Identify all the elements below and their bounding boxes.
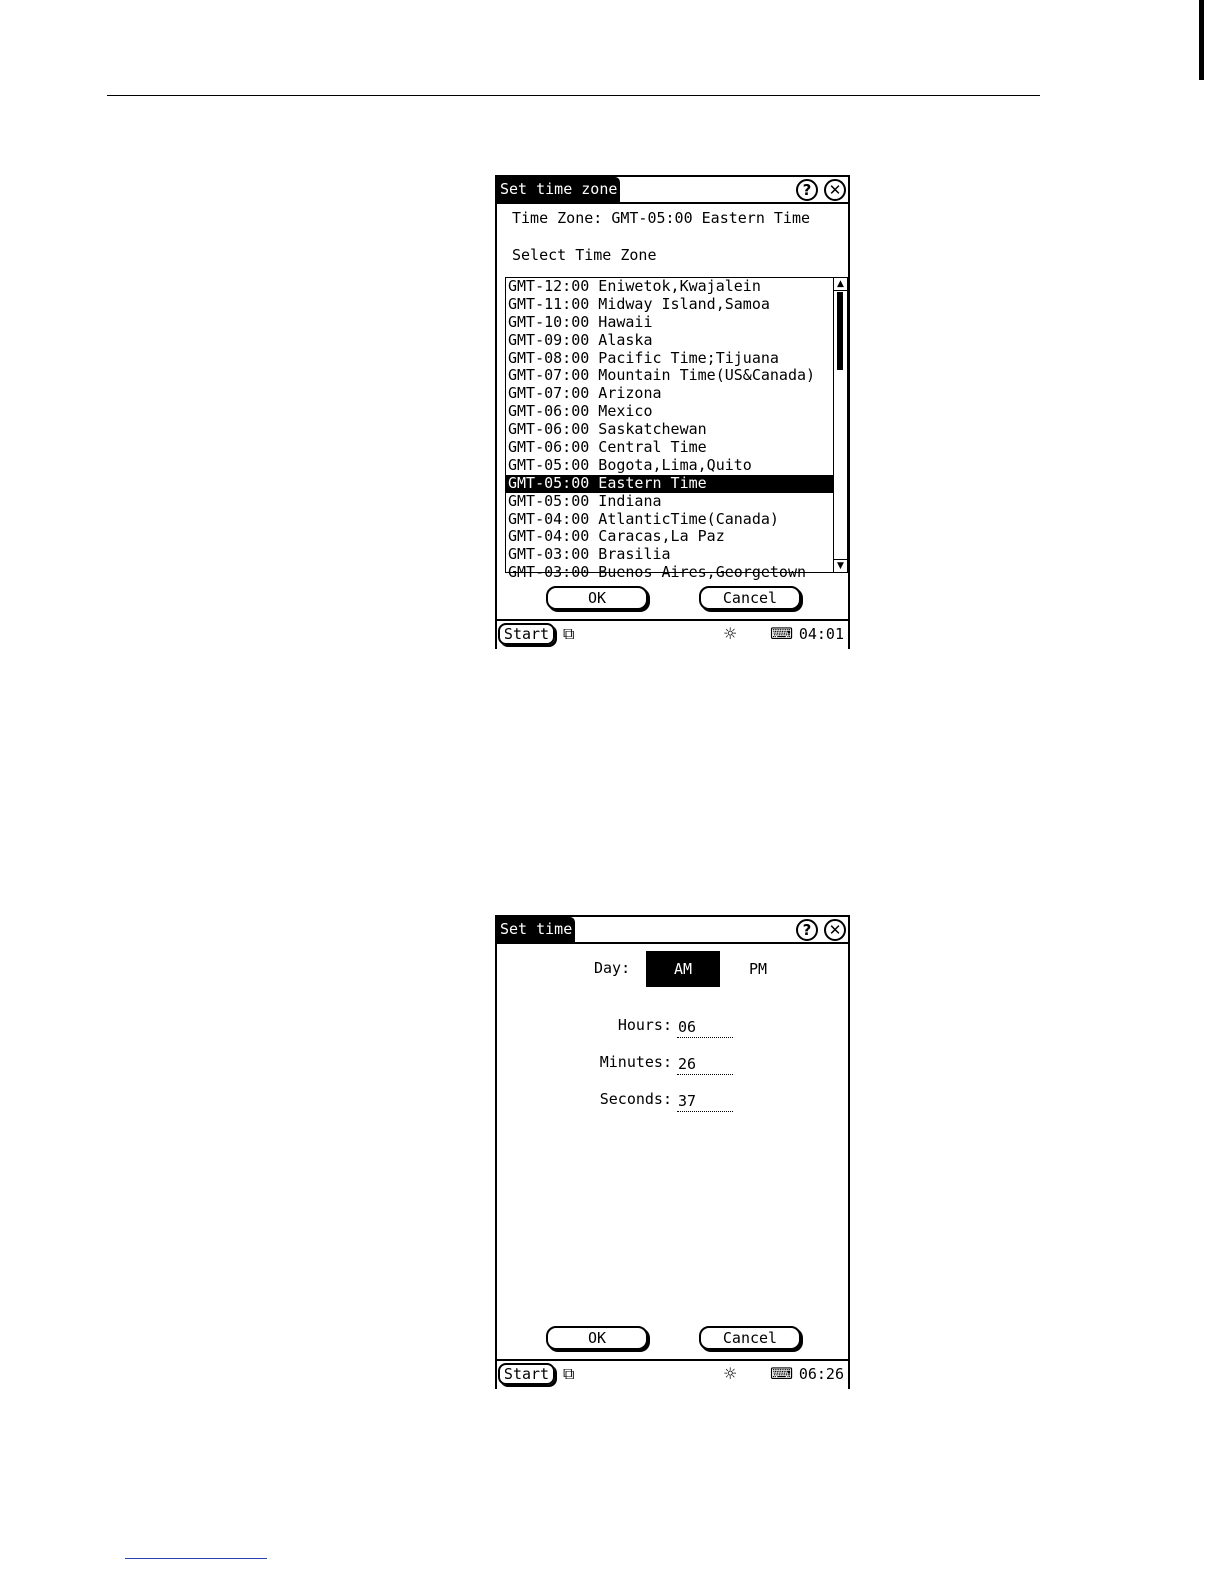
task-switch-icon[interactable]: ⧉ <box>563 624 575 643</box>
time-zone-list-item[interactable]: GMT-12:00 Eniwetok,Kwajalein <box>508 277 761 295</box>
taskbar <box>497 619 848 649</box>
time-zone-list-item[interactable]: GMT-08:00 Pacific Time;Tijuana <box>508 348 779 367</box>
current-time-zone-label: Time Zone: GMT-05:00 Eastern Time <box>512 209 811 227</box>
time-zone-listbox[interactable] <box>505 277 848 582</box>
seconds-label: Seconds: <box>599 1090 672 1108</box>
set-time-window <box>495 915 850 1389</box>
brightness-icon[interactable]: ☼ <box>723 1364 738 1383</box>
time-zone-list-item[interactable]: GMT-05:00 Bogota,Lima,Quito <box>508 455 752 474</box>
time-zone-list-item[interactable]: GMT-06:00 Mexico <box>508 402 653 421</box>
keyboard-icon[interactable]: ⌨ <box>770 1364 794 1383</box>
page-edge-tab <box>1199 0 1204 80</box>
day-label: Day: <box>594 959 631 977</box>
title-bar <box>497 177 848 204</box>
minutes-field[interactable]: 26 <box>677 1053 733 1075</box>
hours-label: Hours: <box>617 1016 672 1034</box>
time-zone-list <box>506 278 834 582</box>
scroll-thumb[interactable] <box>837 292 843 370</box>
time-zone-list-item[interactable]: GMT-04:00 AtlanticTime(Canada) <box>508 509 779 528</box>
brightness-icon[interactable]: ☼ <box>723 624 738 643</box>
task-switch-icon[interactable]: ⧉ <box>563 1364 575 1383</box>
ok-button[interactable]: OK <box>546 586 648 610</box>
time-zone-list-item[interactable]: GMT-03:00 Buenos Aires,Georgetown <box>508 563 807 582</box>
time-zone-list-item[interactable]: GMT-07:00 Mountain Time(US&Canada) <box>508 366 816 385</box>
window-title: Set time <box>497 917 575 942</box>
list-scrollbar[interactable] <box>833 278 847 572</box>
time-zone-list-item[interactable]: GMT-06:00 Saskatchewan <box>508 420 707 439</box>
set-time-zone-window <box>495 175 850 649</box>
pm-toggle[interactable]: PM <box>748 960 768 978</box>
select-time-zone-label: Select Time Zone <box>512 246 657 264</box>
am-toggle[interactable]: AM <box>646 951 720 987</box>
taskbar-clock: 06:26 <box>798 1365 844 1383</box>
scroll-down-arrow-icon[interactable]: ▼ <box>834 559 847 572</box>
close-icon[interactable]: ✕ <box>824 179 846 201</box>
window-title: Set time zone <box>497 177 620 202</box>
hours-field[interactable]: 06 <box>677 1016 733 1038</box>
time-zone-list-item[interactable]: GMT-11:00 Midway Island,Samoa <box>508 294 770 313</box>
time-zone-list-item[interactable]: GMT-05:00 Eastern Time <box>506 475 834 493</box>
time-zone-list-item[interactable]: GMT-09:00 Alaska <box>508 330 653 349</box>
seconds-field[interactable]: 37 <box>677 1090 733 1112</box>
time-zone-list-item[interactable]: GMT-10:00 Hawaii <box>508 312 653 331</box>
taskbar-clock: 04:01 <box>798 625 844 643</box>
footer-link-underline <box>125 1558 267 1559</box>
time-zone-list-item[interactable]: GMT-05:00 Indiana <box>508 491 662 510</box>
time-zone-list-item[interactable]: GMT-06:00 Central Time <box>508 438 707 457</box>
time-zone-list-item[interactable]: GMT-04:00 Caracas,La Paz <box>508 527 725 546</box>
title-bar <box>497 917 848 944</box>
start-button[interactable]: Start <box>498 1363 555 1385</box>
time-zone-list-item[interactable]: GMT-03:00 Brasilia <box>508 545 671 564</box>
cancel-button[interactable]: Cancel <box>699 586 801 610</box>
ok-button[interactable]: OK <box>546 1326 648 1350</box>
time-zone-list-item[interactable]: GMT-07:00 Arizona <box>508 384 662 403</box>
close-icon[interactable]: ✕ <box>824 919 846 941</box>
start-button[interactable]: Start <box>498 623 555 645</box>
cancel-button[interactable]: Cancel <box>699 1326 801 1350</box>
scroll-up-arrow-icon[interactable]: ▲ <box>834 278 847 291</box>
help-icon[interactable]: ? <box>796 179 818 201</box>
page-header-rule <box>107 95 1040 96</box>
help-icon[interactable]: ? <box>796 919 818 941</box>
taskbar <box>497 1359 848 1389</box>
keyboard-icon[interactable]: ⌨ <box>770 624 794 643</box>
minutes-label: Minutes: <box>599 1053 672 1071</box>
